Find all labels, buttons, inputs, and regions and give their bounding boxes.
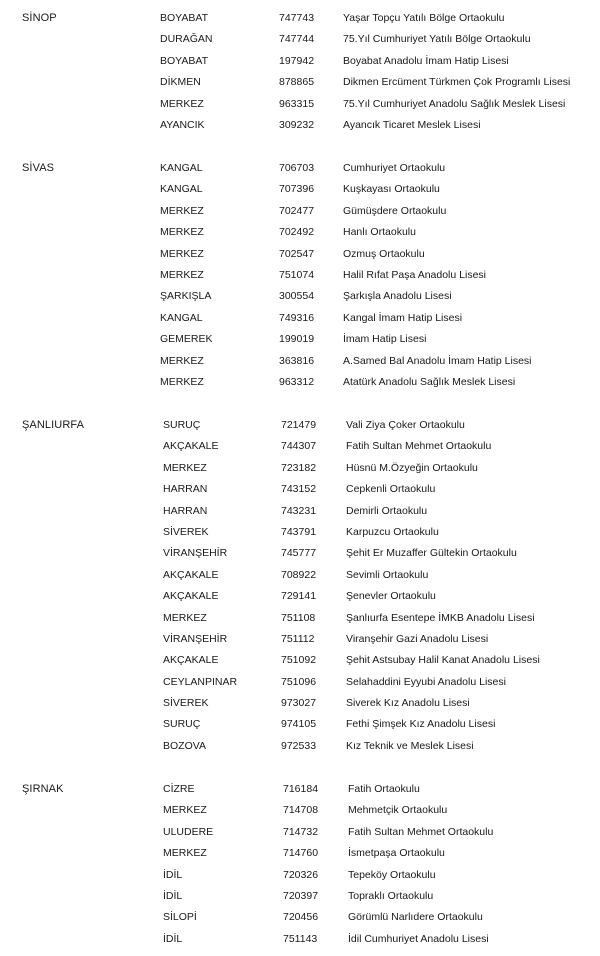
district-name: İDİL xyxy=(163,932,183,945)
school-name: Şarkışla Anadolu Lisesi xyxy=(343,290,452,303)
school-name: Mehmetçik Ortaokulu xyxy=(348,804,448,817)
school-name: 75.Yıl Cumhuriyet Yatılı Bölge Ortaokulu xyxy=(343,33,531,46)
district-name: MERKEZ xyxy=(163,847,207,860)
district-name: VİRANŞEHİR xyxy=(163,547,228,560)
district-name: ŞARKIŞLA xyxy=(160,290,212,303)
school-name: Karpuzcu Ortaokulu xyxy=(346,525,439,538)
table-row xyxy=(0,865,600,886)
table-row xyxy=(0,51,600,72)
school-code: 199019 xyxy=(279,333,315,346)
table-row xyxy=(0,222,600,243)
table-row xyxy=(0,436,600,457)
district-name: AKÇAKALE xyxy=(163,590,219,603)
province-group-sanliurfa xyxy=(0,415,600,757)
school-code: 702492 xyxy=(279,226,315,239)
table-row xyxy=(0,286,600,307)
school-code: 974105 xyxy=(281,718,317,731)
school-code: 300554 xyxy=(279,290,315,303)
province-name: SİVAS xyxy=(22,162,55,174)
table-row xyxy=(0,458,600,479)
province-group-sivas xyxy=(0,158,600,393)
province-name: SİNOP xyxy=(22,12,57,24)
table-row xyxy=(0,244,600,265)
school-name: İmam Hatip Lisesi xyxy=(343,333,427,346)
school-code: 878865 xyxy=(279,76,315,89)
district-name: GEMEREK xyxy=(160,333,213,346)
table-row xyxy=(0,800,600,821)
table-row xyxy=(0,8,600,29)
school-name: Fatih Ortaokulu xyxy=(348,783,420,795)
school-name: Boyabat Anadolu İmam Hatip Lisesi xyxy=(343,54,509,67)
district-name: MERKEZ xyxy=(163,804,207,817)
district-name: AKÇAKALE xyxy=(163,654,219,667)
table-row xyxy=(0,629,600,650)
school-name: Tepeköy Ortaokulu xyxy=(348,868,436,881)
school-name: Fethi Şimşek Kız Anadolu Lisesi xyxy=(346,718,496,731)
table-row xyxy=(0,308,600,329)
district-name: AYANCIK xyxy=(160,118,205,131)
district-name: BOZOVA xyxy=(163,739,206,752)
district-name: KANGAL xyxy=(160,311,203,324)
school-name: Hanlı Ortaokulu xyxy=(343,226,416,239)
table-row xyxy=(0,886,600,907)
district-name: MERKEZ xyxy=(160,354,204,367)
district-name: MERKEZ xyxy=(163,611,207,624)
district-name: CİZRE xyxy=(163,783,195,795)
school-code: 720456 xyxy=(283,911,319,924)
school-code: 751092 xyxy=(281,654,317,667)
school-code: 963312 xyxy=(279,375,315,388)
school-code: 720326 xyxy=(283,868,319,881)
school-code: 714760 xyxy=(283,847,319,860)
table-row xyxy=(0,565,600,586)
table-row xyxy=(0,29,600,50)
district-name: BOYABAT xyxy=(160,54,209,67)
table-row xyxy=(0,115,600,136)
school-name: Sevimli Ortaokulu xyxy=(346,568,429,581)
school-code: 708922 xyxy=(281,568,317,581)
district-name: BOYABAT xyxy=(160,12,209,24)
school-code: 714708 xyxy=(283,804,319,817)
table-row xyxy=(0,843,600,864)
school-name: Şehit Astsubay Halil Kanat Anadolu Lisesi xyxy=(346,654,540,667)
school-name: 75.Yıl Cumhuriyet Anadolu Sağlık Meslek Lisesi xyxy=(343,97,566,110)
table-row xyxy=(0,415,600,436)
district-name: MERKEZ xyxy=(160,375,204,388)
school-name: İsmetpaşa Ortaokulu xyxy=(348,847,445,860)
school-code: 963315 xyxy=(279,97,315,110)
table-row xyxy=(0,201,600,222)
district-name: MERKEZ xyxy=(160,204,204,217)
school-name: Atatürk Anadolu Sağlık Meslek Lisesi xyxy=(343,375,516,388)
table-row xyxy=(0,372,600,393)
school-code: 745777 xyxy=(281,547,317,560)
school-code: 720397 xyxy=(283,889,319,902)
province-name: ŞANLIURFA xyxy=(22,419,85,431)
school-code: 747743 xyxy=(279,12,315,24)
table-row xyxy=(0,265,600,286)
school-name: Halil Rıfat Paşa Anadolu Lisesi xyxy=(343,268,486,281)
school-code: 747744 xyxy=(279,33,315,46)
district-name: VİRANŞEHİR xyxy=(163,632,228,645)
school-name: Selahaddini Eyyubi Anadolu Lisesi xyxy=(346,675,506,688)
district-name: SİVEREK xyxy=(163,525,209,538)
school-name: Ayancık Ticaret Meslek Lisesi xyxy=(343,118,481,131)
table-row xyxy=(0,94,600,115)
school-code: 702477 xyxy=(279,204,315,217)
table-row xyxy=(0,479,600,500)
district-name: AKÇAKALE xyxy=(163,440,219,453)
school-name: Dikmen Ercüment Türkmen Çok Programlı Lisesi xyxy=(343,76,571,89)
school-name: İdil Cumhuriyet Anadolu Lisesi xyxy=(348,932,489,945)
district-name: ULUDERE xyxy=(163,825,214,838)
school-name: Gümüşdere Ortaokulu xyxy=(343,204,447,217)
school-code: 721479 xyxy=(281,419,317,431)
school-code: 743791 xyxy=(281,525,317,538)
school-code: 751143 xyxy=(283,932,318,945)
province-group-sirnak xyxy=(0,779,600,950)
district-name: İDİL xyxy=(163,868,183,881)
school-name: Cepkenli Ortaokulu xyxy=(346,483,436,496)
school-code: 744307 xyxy=(281,440,317,453)
school-name: Şehit Er Muzaffer Gültekin Ortaokulu xyxy=(346,547,517,560)
school-code: 716184 xyxy=(283,783,319,795)
school-name: Kız Teknik ve Meslek Lisesi xyxy=(346,739,474,752)
school-name: Şenevler Ortaokulu xyxy=(346,590,436,603)
table-row xyxy=(0,158,600,179)
district-name: DURAĞAN xyxy=(160,33,213,46)
table-row xyxy=(0,929,600,950)
district-name: SİVEREK xyxy=(163,697,209,710)
school-name: Topraklı Ortaokulu xyxy=(348,889,434,902)
table-row xyxy=(0,822,600,843)
school-name: Kuşkayası Ortaokulu xyxy=(343,183,440,196)
district-name: MERKEZ xyxy=(163,461,207,474)
district-name: MERKEZ xyxy=(160,97,204,110)
district-name: KANGAL xyxy=(160,162,203,174)
table-row xyxy=(0,907,600,928)
district-name: SURUÇ xyxy=(163,419,201,431)
school-code: 972533 xyxy=(281,739,317,752)
table-row xyxy=(0,501,600,522)
school-code: 743152 xyxy=(281,483,317,496)
school-name: Fatih Sultan Mehmet Ortaokulu xyxy=(348,825,494,838)
table-row xyxy=(0,714,600,735)
district-name: MERKEZ xyxy=(160,226,204,239)
school-code: 363816 xyxy=(279,354,315,367)
table-row xyxy=(0,608,600,629)
school-code: 706703 xyxy=(279,162,315,174)
district-name: MERKEZ xyxy=(160,247,204,260)
table-row xyxy=(0,329,600,350)
district-name: KANGAL xyxy=(160,183,203,196)
school-name: Kangal İmam Hatip Lisesi xyxy=(343,311,463,324)
school-code: 749316 xyxy=(279,311,315,324)
school-code: 751074 xyxy=(279,268,315,281)
district-name: SİLOPİ xyxy=(163,911,197,924)
province-group-sinop xyxy=(0,8,600,136)
school-name: Ozmuş Ortaokulu xyxy=(343,247,425,260)
district-name: İDİL xyxy=(163,889,183,902)
school-code: 973027 xyxy=(281,697,317,710)
school-name: Viranşehir Gazi Anadolu Lisesi xyxy=(346,632,489,645)
table-row xyxy=(0,672,600,693)
school-name: Görümlü Narlıdere Ortaokulu xyxy=(348,911,483,924)
district-name: HARRAN xyxy=(163,504,208,517)
table-row xyxy=(0,351,600,372)
province-name: ŞIRNAK xyxy=(22,783,64,795)
district-name: CEYLANPINAR xyxy=(163,675,238,688)
school-code: 751112 xyxy=(281,632,315,645)
table-row xyxy=(0,522,600,543)
district-name: DİKMEN xyxy=(160,76,201,89)
school-code: 702547 xyxy=(279,247,315,260)
school-name: Şanlıurfa Esentepe İMKB Anadolu Lisesi xyxy=(346,611,535,624)
school-code: 723182 xyxy=(281,461,317,474)
table-row xyxy=(0,543,600,564)
table-row xyxy=(0,586,600,607)
school-code: 707396 xyxy=(279,183,315,196)
school-name: Yaşar Topçu Yatılı Bölge Ortaokulu xyxy=(343,12,505,24)
school-code: 714732 xyxy=(283,825,319,838)
table-row xyxy=(0,650,600,671)
school-name: Siverek Kız Anadolu Lisesi xyxy=(346,697,470,710)
school-code: 729141 xyxy=(281,590,317,603)
table-row xyxy=(0,693,600,714)
table-row xyxy=(0,72,600,93)
district-name: SURUÇ xyxy=(163,718,201,731)
school-code: 309232 xyxy=(279,118,315,131)
school-code: 751096 xyxy=(281,675,317,688)
district-name: AKÇAKALE xyxy=(163,568,219,581)
school-code: 743231 xyxy=(281,504,317,517)
school-code: 751108 xyxy=(281,611,316,624)
school-code: 197942 xyxy=(279,54,315,67)
district-name: MERKEZ xyxy=(160,268,204,281)
school-name: Cumhuriyet Ortaokulu xyxy=(343,162,446,174)
school-name: A.Samed Bal Anadolu İmam Hatip Lisesi xyxy=(343,354,532,367)
school-name: Hüsnü M.Özyeğin Ortaokulu xyxy=(346,461,478,474)
table-row xyxy=(0,179,600,200)
table-row xyxy=(0,779,600,800)
school-name: Demirli Ortaokulu xyxy=(346,504,428,517)
school-name: Fatih Sultan Mehmet Ortaokulu xyxy=(346,440,492,453)
district-name: HARRAN xyxy=(163,483,208,496)
table-row xyxy=(0,736,600,757)
school-name: Vali Ziya Çoker Ortaokulu xyxy=(346,419,465,431)
